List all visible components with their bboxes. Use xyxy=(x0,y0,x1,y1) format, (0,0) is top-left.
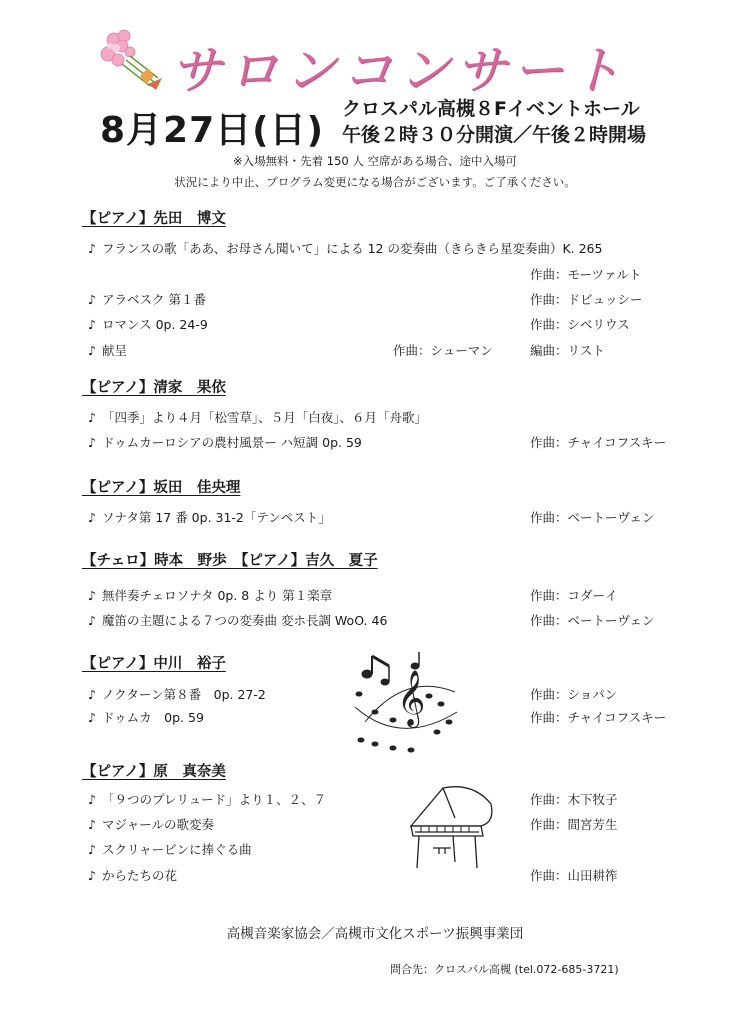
event-date: 8月27日(日) xyxy=(100,110,325,151)
piece-title: 「９つのプレリュード」より１、２、７ xyxy=(101,792,327,807)
program-item xyxy=(88,433,362,451)
venue-line: クロスパル高槻８Fイベントホール xyxy=(342,98,640,120)
program-item xyxy=(88,508,331,526)
music-note-icon: ♪ xyxy=(88,292,96,307)
composer: 作曲：コダーイ xyxy=(530,588,618,603)
piece-title: フランスの歌「ああ、お母さん聞いて」による 12 の変奏曲（きらきら星変奏曲）K. 265 xyxy=(101,241,603,256)
piece-title: スクリャービンに捧ぐる曲 xyxy=(101,842,252,857)
composer: 作曲：ベートーヴェン xyxy=(530,613,655,628)
music-note-icon: ♪ xyxy=(88,588,96,603)
composer: 作曲：ショパン xyxy=(530,687,618,702)
composer: 作曲：ベートーヴェン xyxy=(530,510,655,525)
piece-title: ソナタ第 17 番 0p. 31-2「テンペスト」 xyxy=(101,510,331,525)
music-note-icon: ♪ xyxy=(88,842,96,857)
performer-heading: 【ピアノ】坂田 佳央理 xyxy=(82,480,241,496)
piece-title: 「四季」より４月「松雪草」、５月「白夜」、６月「舟歌」 xyxy=(101,410,427,425)
music-note-icon: ♪ xyxy=(88,510,96,525)
piece-title: 魔笛の主題による７つの変奏曲 変ホ長調 WoO. 46 xyxy=(101,613,388,628)
piece-title: 献呈 xyxy=(101,343,127,358)
piece-title: ドゥムカ 0p. 59 xyxy=(101,710,204,725)
program-item xyxy=(88,708,204,726)
piece-title: 無伴奏チェロソナタ 0p. 8 より 第１楽章 xyxy=(101,588,333,603)
music-note-icon: ♪ xyxy=(88,241,96,256)
program-item xyxy=(88,586,332,604)
composer: 作曲：チャイコフスキー xyxy=(530,435,667,450)
program-item xyxy=(88,408,427,426)
program-item xyxy=(88,685,266,703)
music-note-icon: ♪ xyxy=(88,687,96,702)
performer-heading: 【チェロ】時本 野歩 【ピアノ】吉久 夏子 xyxy=(82,553,378,569)
composer: 作曲：間宮芳生 xyxy=(530,817,618,832)
music-note-icon: ♪ xyxy=(88,410,96,425)
composer: 作曲：シューマン xyxy=(393,343,493,358)
music-note-icon: ♪ xyxy=(88,710,96,725)
change-notice: 状況により中止、プログラム変更になる場合がございます。ご了承ください。 xyxy=(174,175,576,189)
music-note-icon: ♪ xyxy=(88,868,96,883)
composer: 作曲：山田耕筰 xyxy=(530,868,618,883)
program-item xyxy=(88,790,326,808)
performer-heading: 【ピアノ】先田 博文 xyxy=(82,211,226,227)
music-note-icon: ♪ xyxy=(88,613,96,628)
svg-text:𝄞: 𝄞 xyxy=(397,670,426,726)
piece-title: アラベスク 第１番 xyxy=(101,292,206,307)
piece-title: マジャールの歌変奏 xyxy=(101,817,214,832)
piece-title: ドゥムカーロシアの農村風景ー ハ短調 0p. 59 xyxy=(101,435,362,450)
program-item xyxy=(88,290,206,308)
piece-title: ノクターン第８番 0p. 27-2 xyxy=(101,687,266,702)
program-item xyxy=(88,315,208,333)
performer-heading: 【ピアノ】原 真奈美 xyxy=(82,764,226,780)
music-note-icon: ♪ xyxy=(88,343,96,358)
composer: 作曲：チャイコフスキー xyxy=(530,710,667,725)
admission-notice: ※入場無料・先着 150 人 空席がある場合、途中入場可 xyxy=(232,154,518,168)
flower-bouquet-icon xyxy=(96,26,168,92)
composer: 作曲：木下牧子 xyxy=(530,792,618,807)
performer-heading: 【ピアノ】清家 果依 xyxy=(82,380,226,396)
program-item xyxy=(88,239,602,257)
arranger: 編曲：リスト xyxy=(530,343,605,358)
contact-info: 問合先：クロスパル高槻 (tel.072-685-3721) xyxy=(390,963,619,976)
program-item xyxy=(88,840,252,858)
grand-piano-icon xyxy=(403,782,498,872)
piece-title: からたちの花 xyxy=(101,868,177,883)
music-note-icon: ♪ xyxy=(88,817,96,832)
performer-heading: 【ピアノ】中川 裕子 xyxy=(82,656,226,672)
piece-title: ロマンス 0p. 24-9 xyxy=(101,317,208,332)
program-item xyxy=(88,611,387,629)
organizer: 高槻音楽家協会／高槻市文化スポーツ振興事業団 xyxy=(226,926,524,942)
venue-info xyxy=(342,96,646,148)
music-notes-swirl-icon xyxy=(345,652,470,757)
composer: 作曲：シベリウス xyxy=(530,317,630,332)
program-item xyxy=(88,341,127,359)
time-line: 午後２時３０分開演／午後２時開場 xyxy=(342,124,647,146)
music-note-icon: ♪ xyxy=(88,435,96,450)
composer: 作曲：ドビュッシー xyxy=(530,292,643,307)
music-note-icon: ♪ xyxy=(88,317,96,332)
program-item xyxy=(88,815,214,833)
program-item xyxy=(88,866,177,884)
concert-title: サロンコンサート xyxy=(170,41,627,101)
music-note-icon: ♪ xyxy=(88,792,96,807)
composer: 作曲：モーツァルト xyxy=(530,267,642,282)
